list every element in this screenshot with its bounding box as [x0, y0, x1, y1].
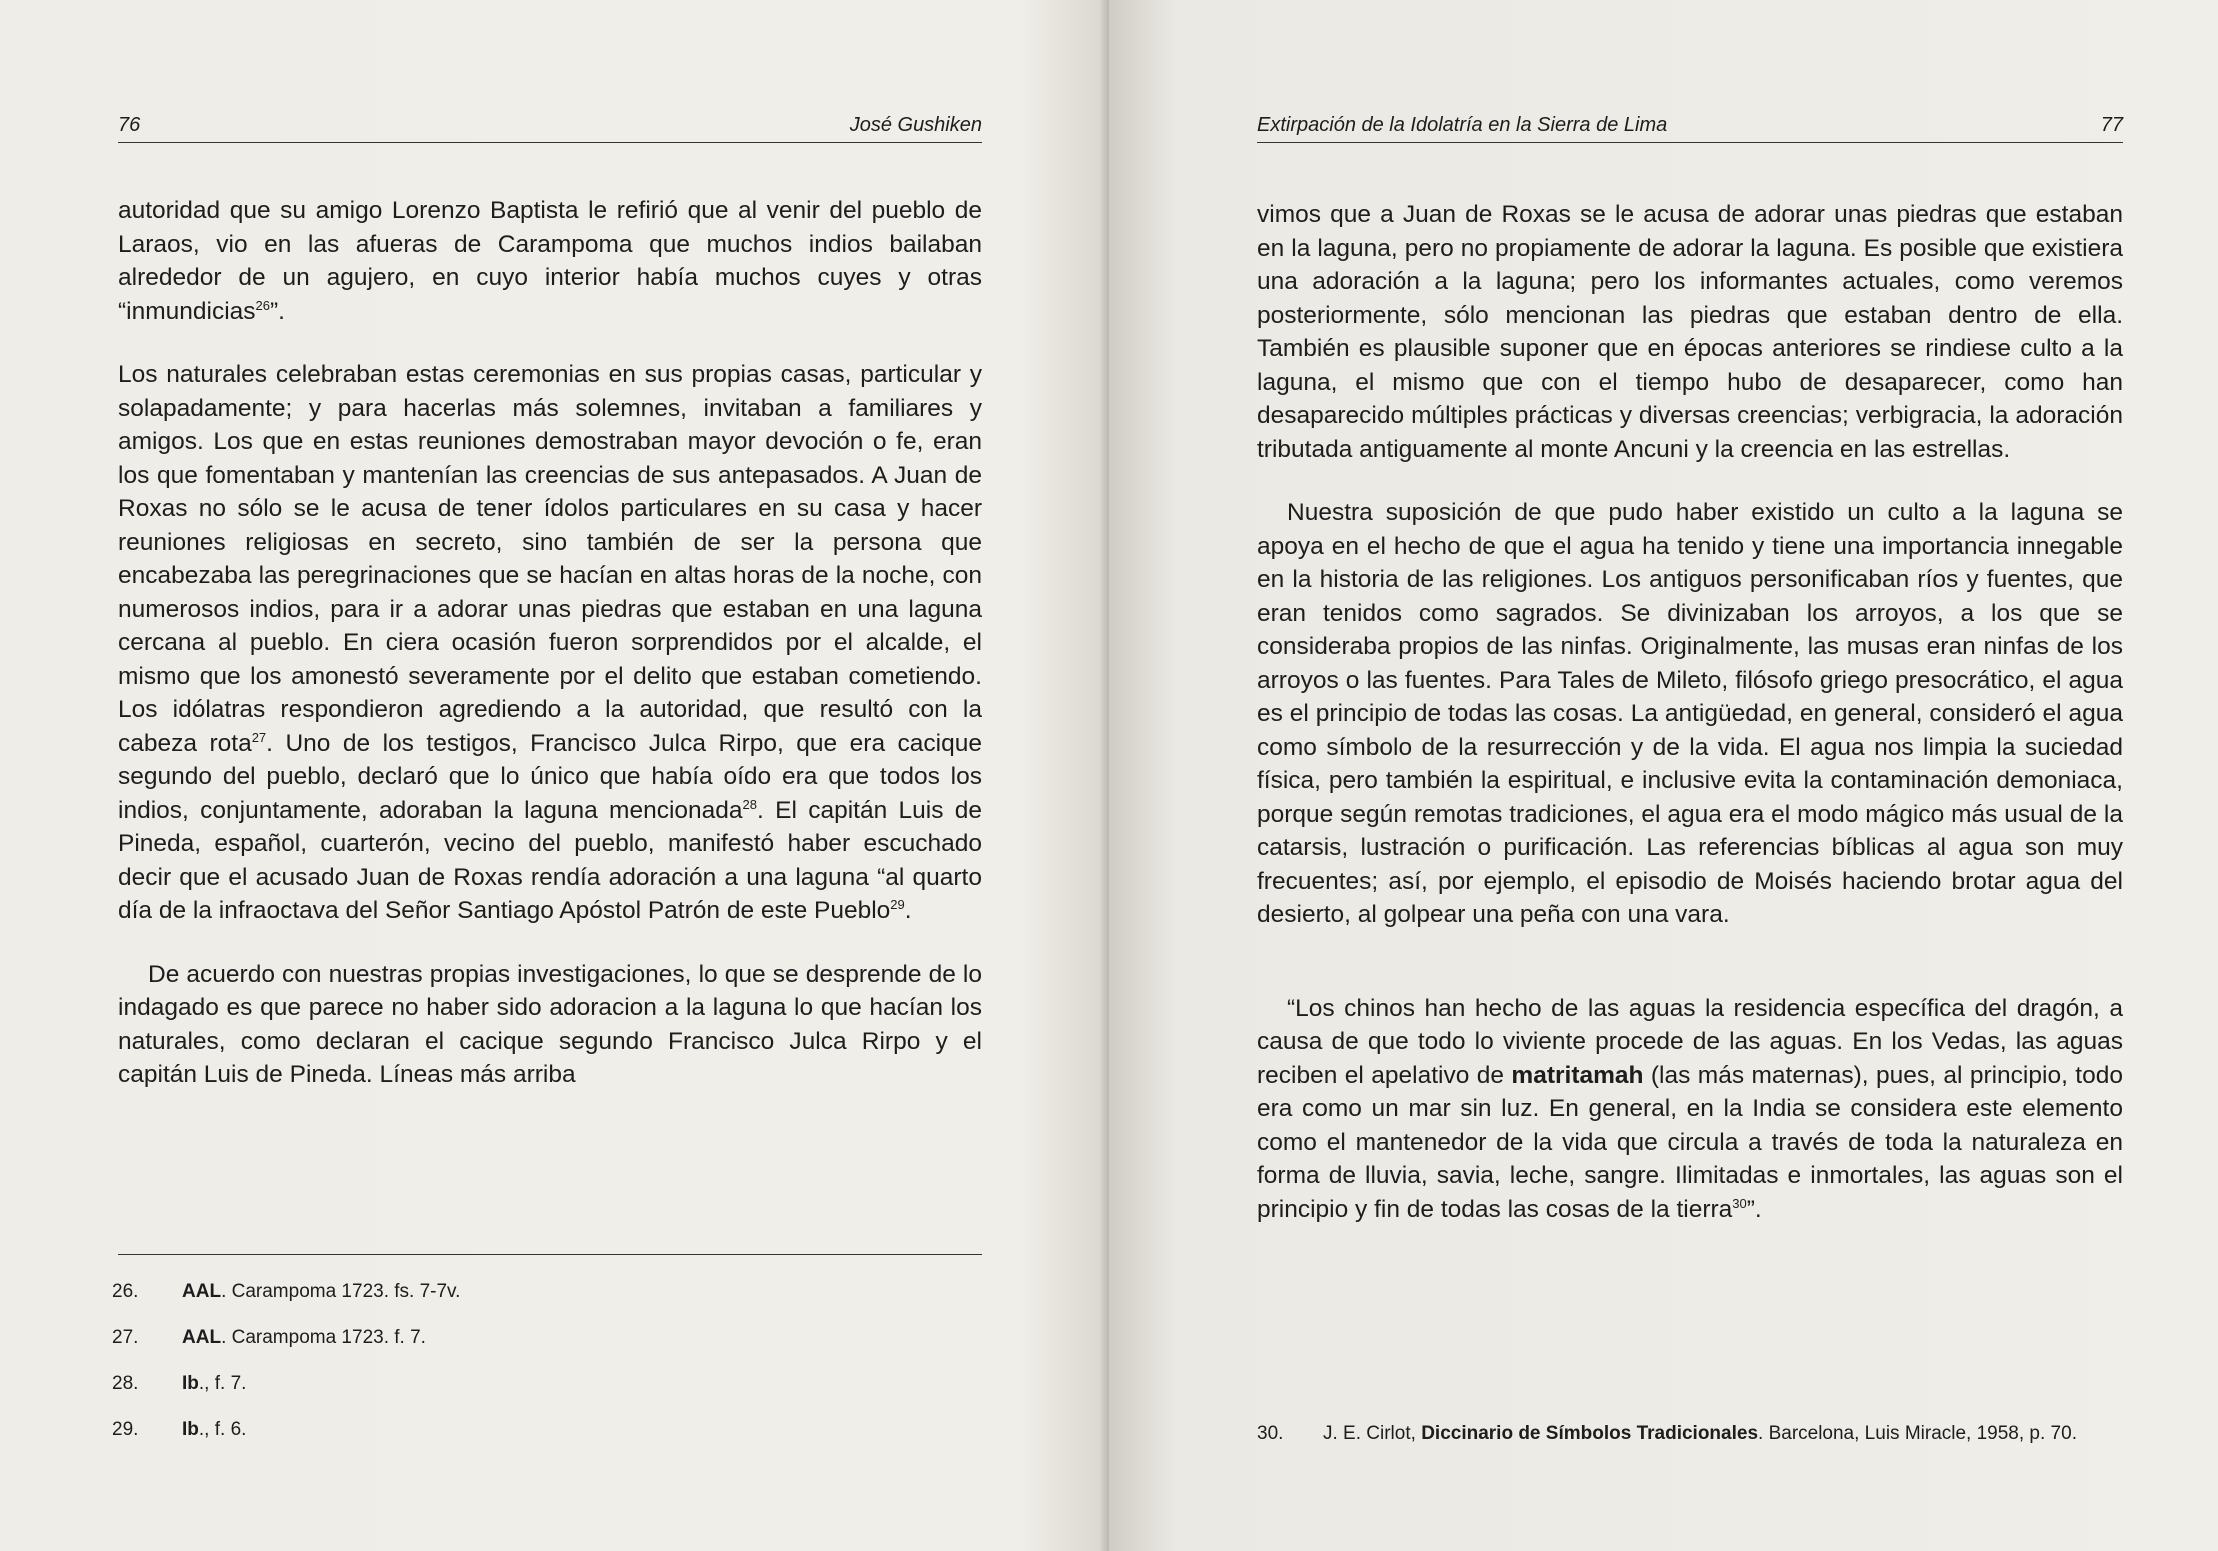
text-run: . Carampoma 1723. fs. 7-7v.: [221, 1281, 461, 1302]
text-run: vimos que a Juan de Roxas se le acusa de adorar unas piedras que estaban en la laguna, pero no propiamente de adorar la laguna. Es posible que existiera una adoración a la laguna; pero los informantes actuales, como veremos posteriormente, sólo mencionan las piedras que estaban dentro de ella. También es plausible suponer que en épocas anteriores se rindiese culto a la laguna, el mismo que con el tiempo hubo de desaparecer, como han desaparecido múltiples prácticas y diversas creencias; verbigracia, la adoración tributada antiguamente al monte Ancuni y la creencia en las estrellas.: [1257, 201, 2123, 463]
text-run: (las más maternas), pues, al principio, todo era como un mar sin luz. En general, en la India se considera este elemento como el mantenedor de la vida que circula a través de toda la naturaleza en forma de lluvia, savia, leche, sangre. Ilimitadas e inmortales, las aguas son el principio y fin de todas las cosas de la tierra: [1257, 1061, 2123, 1223]
body-text-right: [1257, 198, 2123, 1256]
bold-text: Diccinario de Símbolos Tradicionales: [1421, 1423, 1759, 1444]
bold-text: matritamah: [1511, 1061, 1644, 1089]
page-number-left: 76: [118, 114, 141, 136]
text-run: ., f. 7.: [198, 1373, 247, 1394]
footnote-rule-left: [118, 1254, 982, 1255]
running-head-right: [1257, 112, 2123, 143]
body-text-left: [118, 194, 982, 1122]
text-run: ”.: [270, 297, 285, 325]
footnote-number: 30.: [1257, 1423, 1284, 1444]
footnote: [112, 1326, 982, 1350]
running-title-right: Extirpación de la Idolatría en la Sierra de Lima: [1257, 114, 1668, 136]
bold-text: AAL: [182, 1327, 222, 1348]
footnote-number: 26.: [112, 1281, 139, 1302]
text-run: .: [904, 897, 912, 924]
paragraph: [118, 958, 982, 1092]
footnote-number: 28.: [112, 1373, 139, 1394]
footnote-text: [182, 1326, 982, 1350]
text-run: Los naturales celebraban estas ceremonias en sus propias casas, particular y solapadamente; y para hacerlas más solemnes, invitaban a familiares y amigos. Los que en estas reuniones demostraban mayor devoción o fe, eran los que fomentaban y mantenían las creencias de sus antepasados. A Juan de Roxas no sólo se le acusa de tener ídolos particulares en su casa y hacer reuniones religiosas en secreto, sino también de ser la persona que encabezaba las peregrinaciones que se hacían en altas horas de la noche, con numerosos indios, para ir a adorar unas piedras que estaban en una laguna cercana al pueblo. En ciera ocasión fueron sorprendidos por el alcalde, el mismo que los amonestó severamente por el delito que estaban cometiendo. Los idólatras respondieron agrediendo a la autoridad, que resultó con la cabeza rota: [118, 361, 982, 757]
text-run: J. E. Cirlot,: [1323, 1423, 1422, 1444]
footnote-ref: 26: [255, 297, 270, 313]
text-run: autoridad que su amigo Lorenzo Baptista le refirió que al venir del pueblo de Laraos, vio en las afueras de Carampoma que muchos indios bailaban alrededor de un agujero, en cuyo interior había muchos cuyes y otras “inmundicias: [118, 197, 982, 325]
footnote: [1257, 1422, 2127, 1446]
running-head-left: [118, 112, 982, 143]
text-run: “Los chinos han hecho de las aguas la residencia específica del dragón, a causa de que todo lo viviente procede de las aguas. En los Vedas, las aguas reciben el apelativo de: [1257, 994, 2123, 1089]
text-run: . Uno de los testigos, Francisco Julca Rirpo, que era cacique segundo del pueblo, declaró que lo único que había oído era que todos los indios, conjuntamente, adoraban la laguna mencionada: [118, 729, 982, 824]
footnote-ref: 28: [742, 796, 757, 812]
paragraph: [1257, 992, 2123, 1227]
footnote: [112, 1418, 982, 1442]
footnotes-right: [1257, 1422, 2127, 1468]
footnotes-left: [112, 1280, 982, 1464]
footnote-ref: 29: [890, 897, 905, 912]
footnote-text: [182, 1418, 982, 1442]
bold-text: Ib: [182, 1373, 199, 1394]
text-run: ., f. 6.: [198, 1419, 247, 1440]
footnote: [112, 1280, 982, 1304]
paragraph: [118, 358, 982, 928]
bold-text: Ib: [182, 1419, 199, 1440]
footnote-text: [182, 1280, 982, 1304]
running-title-left: José Gushiken: [849, 114, 982, 136]
text-run: . Barcelona, Luis Miracle, 1958, p. 70.: [1758, 1423, 2077, 1444]
bold-text: AAL: [182, 1281, 222, 1302]
footnote-text: [182, 1372, 982, 1396]
paragraph: [118, 194, 982, 328]
page-number-right: 77: [2100, 114, 2123, 136]
text-run: Nuestra suposición de que pudo haber existido un culto a la laguna se apoya en el hecho de que el agua ha tenido y tiene una importancia innegable en la historia de las religiones. Los antiguos personificaban ríos y fuentes, que eran tenidos como sagrados. Se divinizaban los arroyos, a los que se consideraba propios de las ninfas. Originalmente, las musas eran ninfas de los arroyos o las fuentes. Para Tales de Mileto, filósofo griego presocrático, el agua es el principio de todas las cosas. La antigüedad, en general, consideró el agua como símbolo de la resurrección y de la vida. El agua nos limpia la suciedad física, pero también la espiritual, e inclusive evita la contaminación demoniaca, porque según remotas tradiciones, el agua era el modo mágico más usual de la catarsis, lustración o purificación. Las referencias bíblicas al agua son muy frecuentes; así, por ejemplo, el episodio de Moisés haciendo brotar agua del desierto, al golpear una peña con una vara.: [1257, 499, 2123, 928]
footnote-number: 29.: [112, 1419, 139, 1440]
text-run: De acuerdo con nuestras propias investigaciones, lo que se desprende de lo indagado es que parece no haber sido adoracion a la laguna lo que hacían los naturales, como declaran el cacique segundo Francisco Julca Rirpo y el capitán Luis de Pineda. Líneas más arriba: [118, 960, 982, 1088]
text-run: . El capitán Luis de Pineda, español, cuarterón, vecino del pueblo, manifestó haber escuchado decir que el acusado Juan de Roxas rendía adoración a una laguna “al quarto día de la infraoctava del Señor Santiago Apóstol Patrón de este Pueblo: [118, 796, 982, 924]
footnote: [112, 1372, 982, 1396]
footnote-ref: 27: [251, 729, 267, 745]
paragraph: [1257, 198, 2123, 466]
footnote-text: [1323, 1422, 2127, 1446]
right-page: [1109, 0, 2218, 1551]
text-run: . Carampoma 1723. f. 7.: [221, 1327, 426, 1348]
footnote-number: 27.: [112, 1327, 139, 1348]
text-run: ”.: [1746, 1195, 1762, 1223]
footnote-ref: 30: [1732, 1195, 1747, 1211]
paragraph: [1257, 496, 2123, 932]
